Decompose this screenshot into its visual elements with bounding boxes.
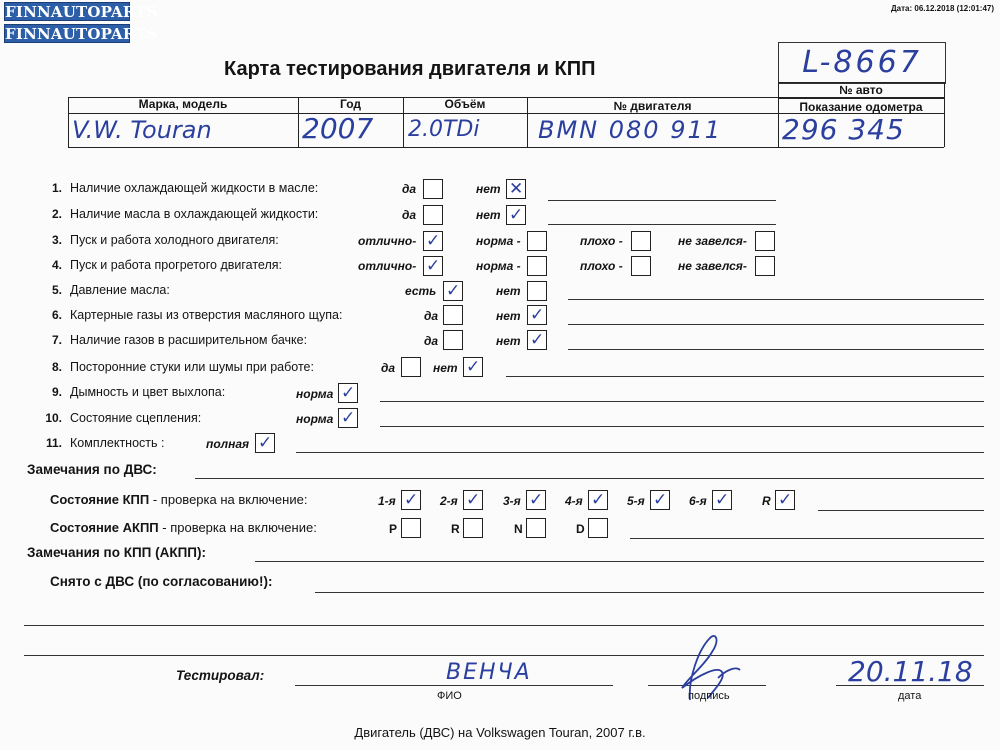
checkbox[interactable] — [631, 231, 651, 251]
extra-line[interactable] — [24, 655, 984, 656]
logo-watermark: FINNAUTOPARTS — [5, 3, 158, 21]
checkbox[interactable] — [443, 281, 463, 301]
option-label: не завелся- — [678, 259, 747, 273]
checkbox[interactable] — [423, 205, 443, 225]
option-label: не завелся- — [678, 234, 747, 248]
checkbox[interactable] — [755, 256, 775, 276]
question-text: Дымность и цвет выхлопа: — [70, 385, 226, 399]
checkbox[interactable] — [631, 256, 651, 276]
logo-watermark-second: FINNAUTOPARTS — [5, 25, 158, 43]
checkbox[interactable] — [423, 256, 443, 276]
remarks-gearbox-label: Замечания по КПП (АКПП): — [27, 545, 206, 560]
question-number: 7. — [51, 333, 62, 347]
question-number: 4. — [51, 258, 62, 272]
header-engine-number: № двигателя — [613, 99, 692, 113]
value-make-model: V.W. Touran — [72, 116, 212, 144]
option-label: норма — [296, 412, 334, 426]
check-mark-icon: ✓ — [530, 305, 545, 325]
option-label: норма — [296, 387, 334, 401]
question-text: Состояние сцепления: — [70, 411, 202, 425]
card-number: L-8667 — [802, 45, 922, 80]
checkbox-auto-p[interactable] — [401, 518, 421, 538]
auto-position-label: D — [576, 522, 585, 536]
option-label: плохо - — [580, 259, 623, 273]
checkbox-auto-d[interactable] — [588, 518, 608, 538]
gear-label: 1-я — [378, 494, 396, 508]
question-text: Давление масла: — [70, 283, 170, 297]
fio-label: ФИО — [437, 690, 462, 702]
option-label: да — [402, 208, 417, 222]
check-mark-icon: ✓ — [653, 490, 668, 510]
question-text: Картерные газы из отверстия масляного щупа: — [70, 308, 343, 322]
value-engine-number: BMN 080 911 — [538, 116, 722, 144]
check-mark-icon: ✓ — [466, 357, 481, 377]
checkbox-gear-2[interactable] — [463, 490, 483, 510]
question-text: Посторонние стуки или шумы при работе: — [70, 360, 314, 374]
gear-label: 5-я — [627, 494, 645, 508]
removed-label: Снято с ДВС (по согласованию!): — [50, 574, 273, 589]
check-mark-icon: ✓ — [778, 490, 793, 510]
question-number: 5. — [51, 283, 62, 297]
question-text: Пуск и работа холодного двигателя: — [70, 233, 279, 247]
gear-label: R — [762, 494, 771, 508]
date-label: дата — [898, 690, 922, 702]
question-number: 8. — [51, 360, 62, 374]
option-label: нет — [476, 208, 501, 222]
option-label: полная — [206, 437, 250, 451]
checkbox-gear-reverse[interactable] — [775, 490, 795, 510]
checkbox-gear-5[interactable] — [650, 490, 670, 510]
question-number: 1. — [51, 181, 62, 195]
question-text: Пуск и работа прогретого двигателя: — [70, 258, 282, 272]
auto-position-label: N — [514, 522, 523, 536]
question-text: Комплектность : — [70, 436, 165, 450]
check-mark-icon: ✓ — [341, 408, 356, 428]
remarks-engine-label: Замечания по ДВС: — [27, 462, 157, 477]
question-number: 3. — [51, 233, 62, 247]
option-label: да — [402, 182, 417, 196]
extra-line[interactable] — [24, 625, 984, 626]
check-mark-icon: ✓ — [591, 490, 606, 510]
checkbox[interactable] — [423, 179, 443, 199]
option-label: да — [424, 334, 439, 348]
gearbox-auto-label-rest: - проверка на включение: — [158, 520, 317, 535]
check-mark-icon: ✓ — [341, 383, 356, 403]
gear-label: 2-я — [440, 494, 458, 508]
card-number-box — [778, 42, 946, 84]
checkbox[interactable] — [443, 305, 463, 325]
option-label: есть — [405, 284, 437, 298]
checkbox[interactable] — [401, 357, 421, 377]
checkbox[interactable] — [527, 281, 547, 301]
check-mark-icon: ✕ — [509, 179, 524, 199]
option-label: нет — [496, 309, 521, 323]
question-number: 10. — [45, 411, 62, 425]
checkbox-gear-1[interactable] — [401, 490, 421, 510]
gearbox-manual-label-rest: - проверка на включение: — [149, 492, 308, 507]
checkbox[interactable] — [527, 330, 547, 350]
option-label: да — [424, 309, 439, 323]
checkbox[interactable] — [338, 408, 358, 428]
page-title: Карта тестирования двигателя и КПП — [224, 58, 596, 80]
signature-label: подпись — [688, 690, 730, 702]
check-mark-icon: ✓ — [715, 490, 730, 510]
check-mark-icon: ✓ — [509, 205, 524, 225]
check-mark-icon: ✓ — [426, 231, 441, 251]
value-year: 2007 — [302, 112, 374, 145]
check-mark-icon: ✓ — [529, 490, 544, 510]
check-mark-icon: ✓ — [426, 256, 441, 276]
tested-by-label: Тестировал: — [176, 668, 265, 683]
checkbox-gear-6[interactable] — [712, 490, 732, 510]
checkbox[interactable] — [506, 179, 526, 199]
question-number: 9. — [51, 385, 62, 399]
option-label: нет — [476, 182, 501, 196]
gearbox-auto-label-bold: Состояние АКПП — [50, 520, 159, 535]
check-mark-icon: ✓ — [446, 281, 461, 301]
option-label: плохо - — [580, 234, 623, 248]
question-text: Наличие масла в охлаждающей жидкости: — [70, 207, 319, 221]
option-label: нет — [496, 284, 521, 298]
check-mark-icon: ✓ — [258, 433, 273, 453]
gearbox-auto-label — [50, 520, 317, 535]
print-date: Дата: 06.12.2018 (12:01:47) — [890, 4, 994, 13]
question-number: 6. — [51, 308, 62, 322]
option-label: отлично- — [358, 234, 417, 248]
date-value: 20.11.18 — [848, 655, 973, 688]
checkbox[interactable] — [443, 330, 463, 350]
check-mark-icon: ✓ — [530, 330, 545, 350]
header-odometer: Показание одометра — [799, 100, 923, 114]
gearbox-manual-label — [50, 492, 307, 507]
checkbox[interactable] — [527, 231, 547, 251]
question-number: 11. — [45, 436, 62, 450]
header-year: Год — [340, 97, 361, 111]
option-label: нет — [496, 334, 521, 348]
fio-value: ВЕНЧА — [446, 660, 532, 685]
header-make-model: Марка, модель — [138, 97, 228, 111]
gear-label: 3-я — [503, 494, 521, 508]
checkbox[interactable] — [423, 231, 443, 251]
checkbox-gear-3[interactable] — [526, 490, 546, 510]
gear-label: 4-я — [565, 494, 583, 508]
question-text: Наличие охлаждающей жидкости в масле: — [70, 181, 319, 195]
auto-position-label: R — [451, 522, 460, 536]
auto-position-label: P — [389, 522, 398, 536]
option-label: норма - — [476, 234, 521, 248]
value-odometer: 296 345 — [782, 113, 905, 146]
gear-label: 6-я — [689, 494, 707, 508]
checkbox[interactable] — [506, 205, 526, 225]
remarks-gearbox-line[interactable] — [255, 561, 984, 562]
checkbox[interactable] — [338, 383, 358, 403]
checkbox[interactable] — [755, 231, 775, 251]
checkbox[interactable] — [527, 305, 547, 325]
check-mark-icon: ✓ — [466, 490, 481, 510]
checkbox[interactable] — [255, 433, 275, 453]
checkbox-gear-4[interactable] — [588, 490, 608, 510]
header-car-number: № авто — [839, 83, 883, 97]
question-number: 2. — [51, 207, 62, 221]
header-volume: Объём — [444, 97, 486, 111]
question-text: Наличие газов в расширительном бачке: — [70, 333, 308, 347]
checkbox-auto-n[interactable] — [526, 518, 546, 538]
option-label: нет — [433, 361, 458, 375]
removed-line[interactable] — [315, 592, 984, 593]
checkbox-auto-r[interactable] — [463, 518, 483, 538]
value-volume: 2.0TDi — [408, 117, 480, 142]
checkbox[interactable] — [463, 357, 483, 377]
remarks-engine-line[interactable] — [195, 478, 984, 479]
check-mark-icon: ✓ — [404, 490, 419, 510]
option-label: норма - — [476, 259, 521, 273]
checkbox[interactable] — [527, 256, 547, 276]
option-label: отлично- — [358, 259, 417, 273]
option-label: да — [381, 361, 396, 375]
gearbox-manual-label-bold: Состояние КПП — [50, 492, 150, 507]
caption: Двигатель (ДВС) на Volkswagen Touran, 2007 г.в. — [354, 725, 646, 740]
